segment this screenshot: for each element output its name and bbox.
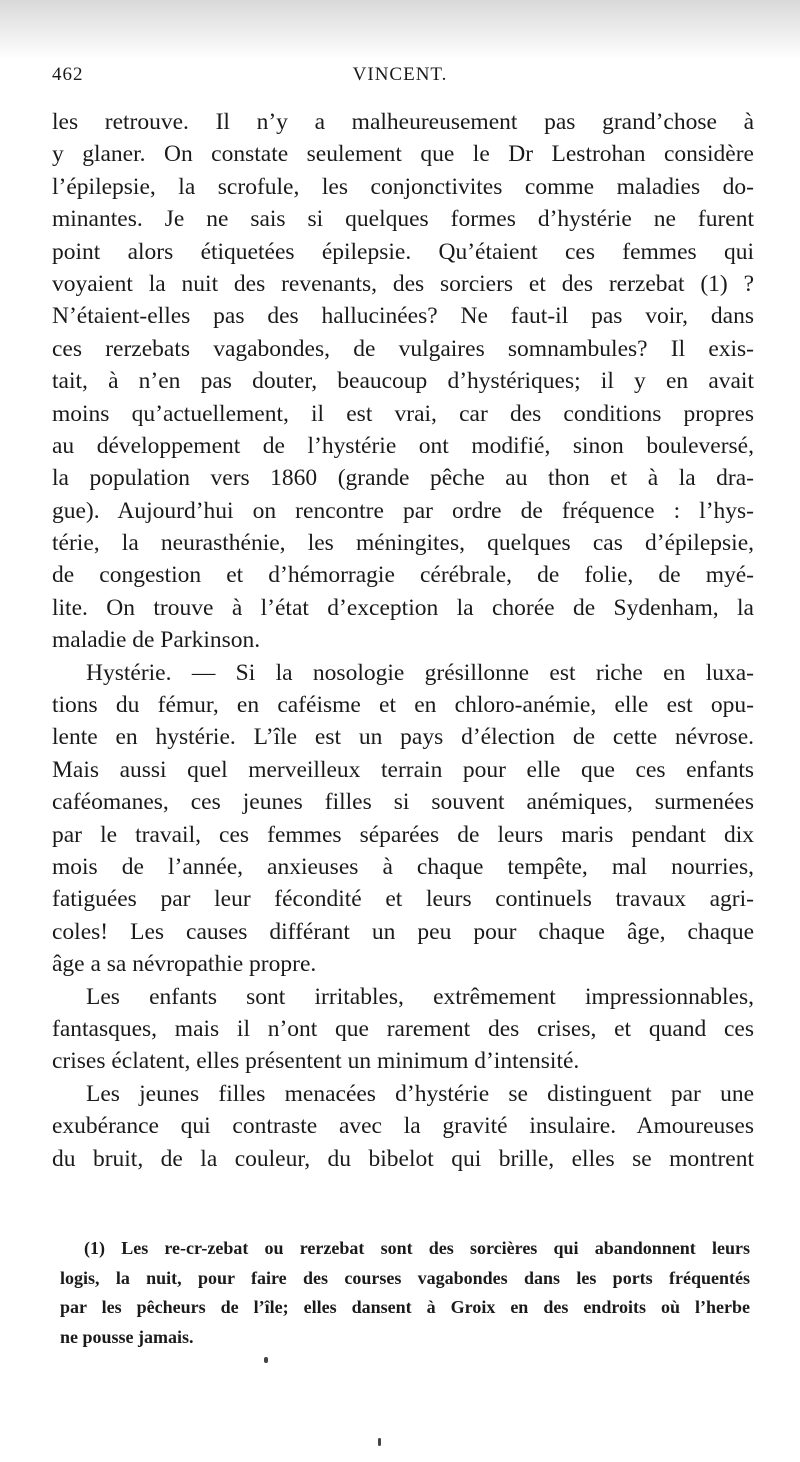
text-line: ces rerzebats vagabondes, de vulgaires somnambules? Il exis- xyxy=(52,335,754,362)
text-line: de congestion et d’hémorragie cérébrale, de folie, de myé- xyxy=(52,562,754,589)
text-line: moins qu’actuellement, il est vrai, car des conditions propres xyxy=(52,400,754,427)
text-line: par le travail, ces femmes séparées de leurs maris pendant dix xyxy=(52,821,754,848)
text-line: point alors étiquetées épilepsie. Qu’étaient ces femmes qui xyxy=(52,238,754,265)
footnote-line: logis, la nuit, pour faire des courses vagabondes dans les ports fréquentés xyxy=(60,1267,750,1288)
text-line: la population vers 1860 (grande pêche au thon et à la dra- xyxy=(52,465,754,492)
body-text xyxy=(52,106,754,1175)
text-line: caféomanes, ces jeunes filles si souvent anémiques, surmenées xyxy=(52,789,754,816)
text-line: l’épilepsie, la scrofule, les conjonctivites comme maladies do- xyxy=(52,173,754,200)
text-line: maladie de Parkinson. xyxy=(52,627,261,654)
text-line: Les jeunes filles menacées d’hystérie se distinguent par une xyxy=(86,1080,754,1107)
text-line: crises éclatent, elles présentent un minimum d’intensité. xyxy=(52,1048,580,1075)
text-line: y glaner. On constate seulement que le Dr Lestrohan considère xyxy=(52,141,754,168)
text-line: fantasques, mais il n’ont que rarement des crises, et quand ces xyxy=(52,1015,754,1042)
text-line: minantes. Je ne sais si quelques formes d’hystérie ne furent xyxy=(52,206,754,233)
text-line: fatiguées par leur fécondité et leurs continuels travaux agri- xyxy=(52,886,754,913)
text-line: lite. On trouve à l’état d’exception la chorée de Sydenham, la xyxy=(52,594,754,621)
footnote-line: par les pêcheurs de l’île; elles dansent à Groix en des endroits où l’herbe xyxy=(60,1297,750,1317)
ink-speck xyxy=(264,1357,268,1363)
text-line: voyaient la nuit des revenants, des sorciers et des rerzebat (1) ? xyxy=(52,270,754,297)
text-line: tions du fémur, en caféisme et en chloro-anémie, elle est opu- xyxy=(52,692,754,719)
text-line: tait, à n’en pas douter, beaucoup d’hystériques; il y en avait xyxy=(52,368,754,395)
text-line: au développement de l’hystérie ont modifié, sinon bouleversé, xyxy=(52,432,754,459)
ink-speck xyxy=(378,1438,381,1446)
page-top-shadow xyxy=(0,0,800,60)
text-line: gue). Aujourd’hui on rencontre par ordre de fréquence : l’hys- xyxy=(52,497,754,524)
text-line: N’étaient-elles pas des hallucinées? Ne faut-il pas voir, dans xyxy=(52,303,754,330)
text-line: âge a sa névropathie propre. xyxy=(52,951,317,978)
text-line: térie, la neurasthénie, les méningites, quelques cas d’épilepsie, xyxy=(52,530,754,557)
text-line: exubérance qui contraste avec la gravité insulaire. Amoureuses xyxy=(52,1113,754,1140)
footnotes xyxy=(60,1234,750,1352)
page-header xyxy=(52,64,748,90)
text-line: du bruit, de la couleur, du bibelot qui brille, elles se montrent xyxy=(52,1145,754,1172)
running-title: VINCENT. xyxy=(352,64,448,85)
page-number: 462 xyxy=(52,64,84,85)
text-line: mois de l’année, anxieuses à chaque tempête, mal nourries, xyxy=(52,853,754,880)
footnote-line: ne pousse jamais. xyxy=(60,1326,194,1347)
text-line: Les enfants sont irritables, extrêmement impressionnables, xyxy=(86,983,754,1010)
footnote-line: (1) Les re-cr-zebat ou rerzebat sont des sorcières qui abandonnent leurs xyxy=(84,1238,750,1258)
text-line: les retrouve. Il n’y a malheureusement pas grand’chose à xyxy=(52,109,754,135)
text-line: Mais aussi quel merveilleux terrain pour elle que ces enfants xyxy=(52,756,754,783)
text-line: coles! Les causes différant un peu pour chaque âge, chaque xyxy=(52,918,754,945)
section-heading-line: Hystérie. — Si la nosologie grésillonne est riche en luxa- xyxy=(86,659,754,686)
text-line: lente en hystérie. L’île est un pays d’élection de cette névrose. xyxy=(52,724,754,751)
